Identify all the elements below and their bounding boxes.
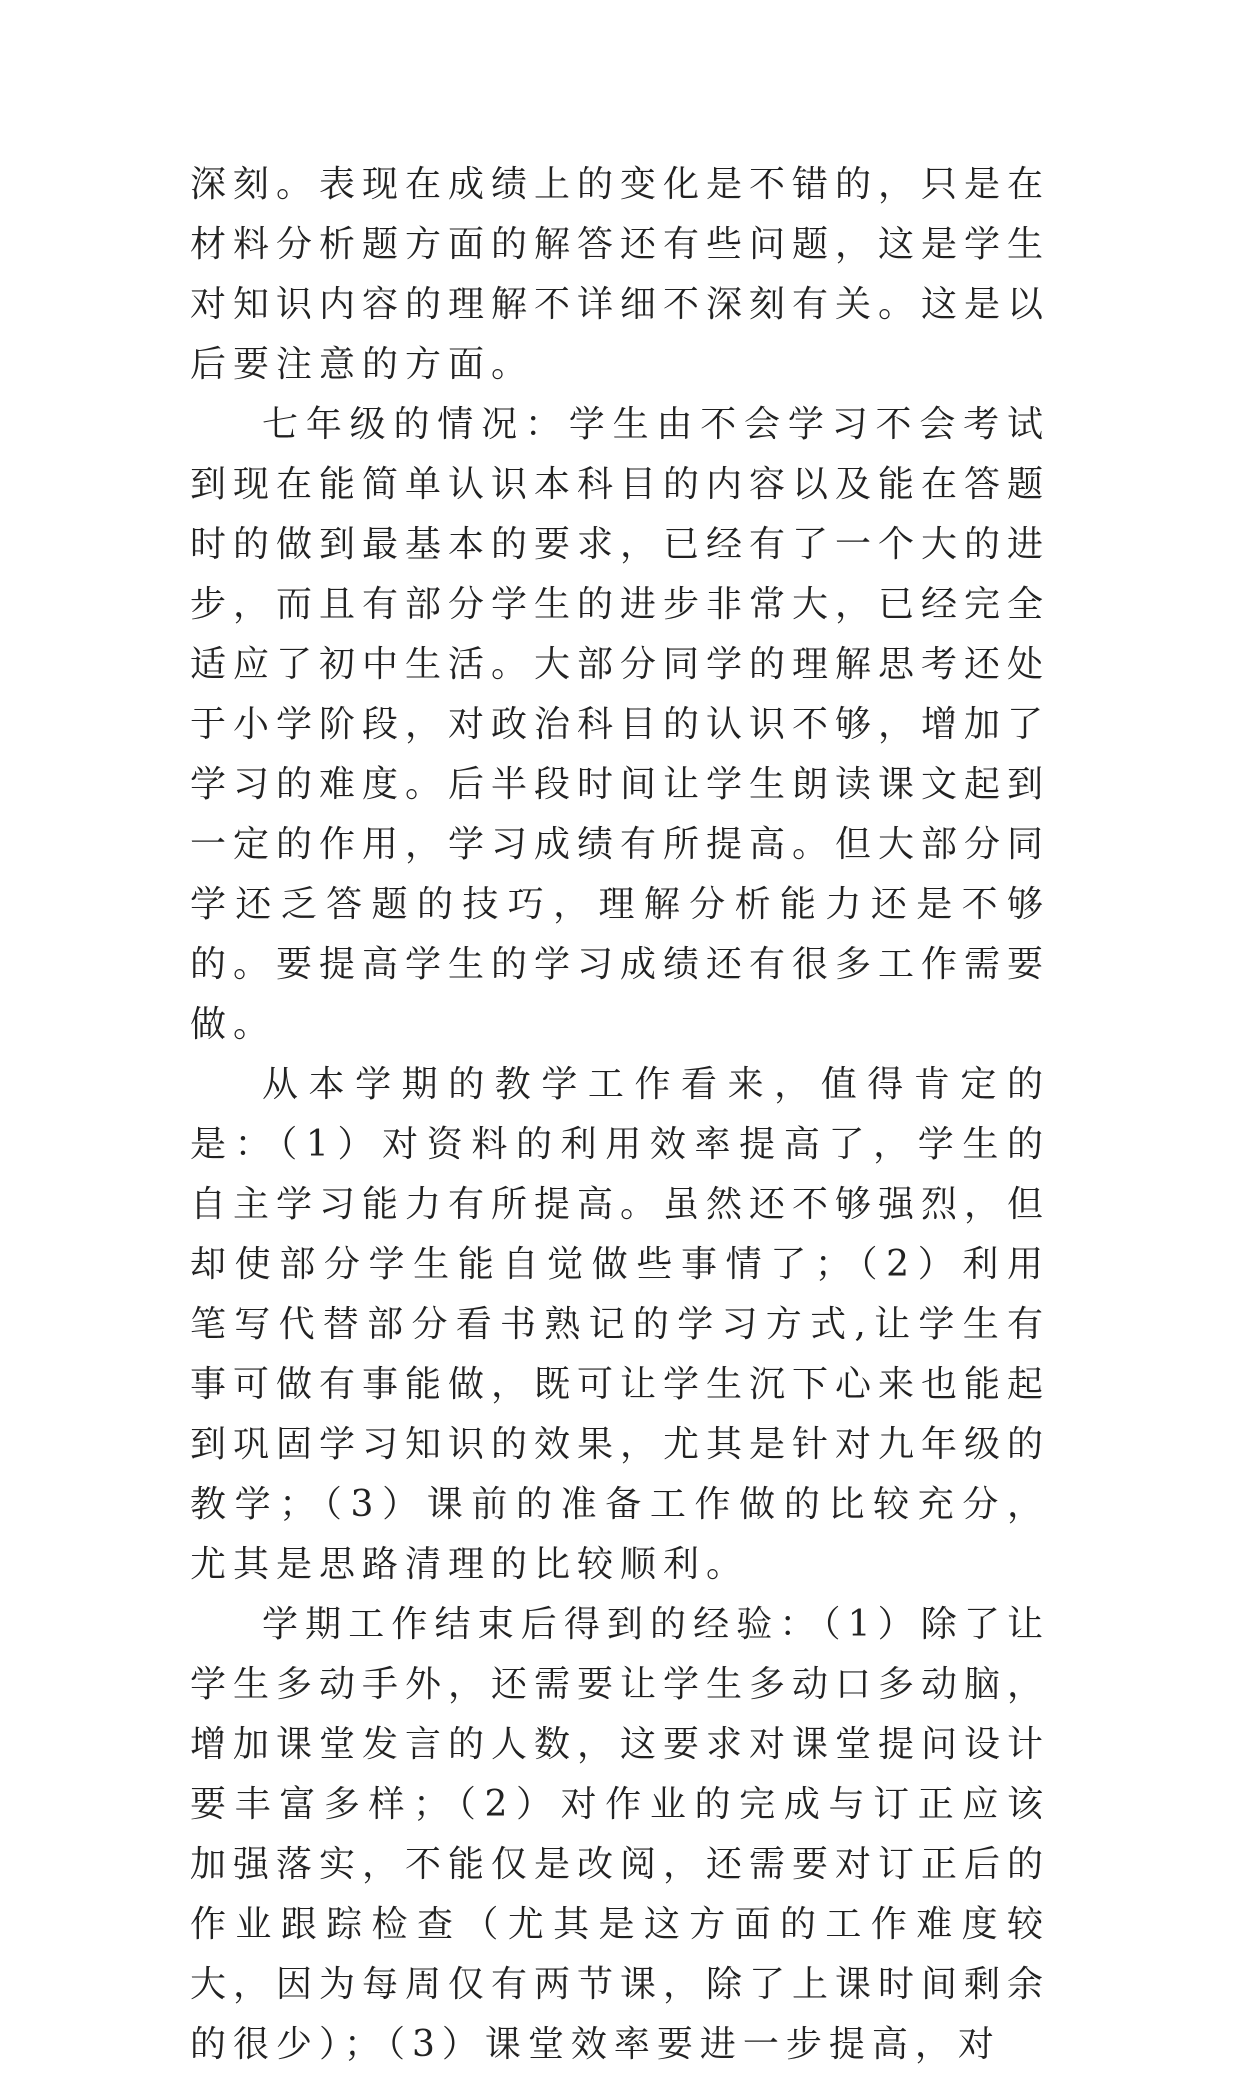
paragraph-4: 学期工作结束后得到的经验：（1）除了让学生多动手外，还需要让学生多动口多动脑，增加课堂发言的人数，这要求对课堂提问设计要丰富多样；（2）对作业的完成与订正应该加强落实，不能仅是改阅，还需要对订正后的作业跟踪检查（尤其是这方面的工作难度较大，因为每周仅有两节课，除了上课时间剩余的很少）；（3）课堂效率要进一步提高，对 [190, 1604, 1051, 2065]
paragraph-3: 从本学期的教学工作看来，值得肯定的是：（1）对资料的利用效率提高了，学生的自主学习能力有所提高。虽然还不够强烈，但却使部分学生能自觉做些事情了；（2）利用笔写代替部分看书熟记的学习方式,让学生有事可做有事能做，既可让学生沉下心来也能起到巩固学习知识的效果，尤其是针对九年级的教学；（3）课前的准备工作做的比较充分，尤其是思路清理的比较顺利。 [190, 1064, 1051, 1585]
paragraph-1: 深刻。表现在成绩上的变化是不错的，只是在材料分析题方面的解答还有些问题，这是学生对知识内容的理解不详细不深刻有关。这是以后要注意的方面。 [190, 164, 1051, 385]
paragraph-2: 七年级的情况：学生由不会学习不会考试到现在能简单认识本科目的内容以及能在答题时的做到最基本的要求，已经有了一个大的进步，而且有部分学生的进步非常大，已经完全适应了初中生活。大部分同学的理解思考还处于小学阶段，对政治科目的认识不够，增加了学习的难度。后半段时间让学生朗读课文起到一定的作用，学习成绩有所提高。但大部分同学还乏答题的技巧，理解分析能力还是不够的。要提高学生的学习成绩还有很多工作需要做。 [190, 404, 1051, 1045]
document-body [190, 155, 1050, 2075]
